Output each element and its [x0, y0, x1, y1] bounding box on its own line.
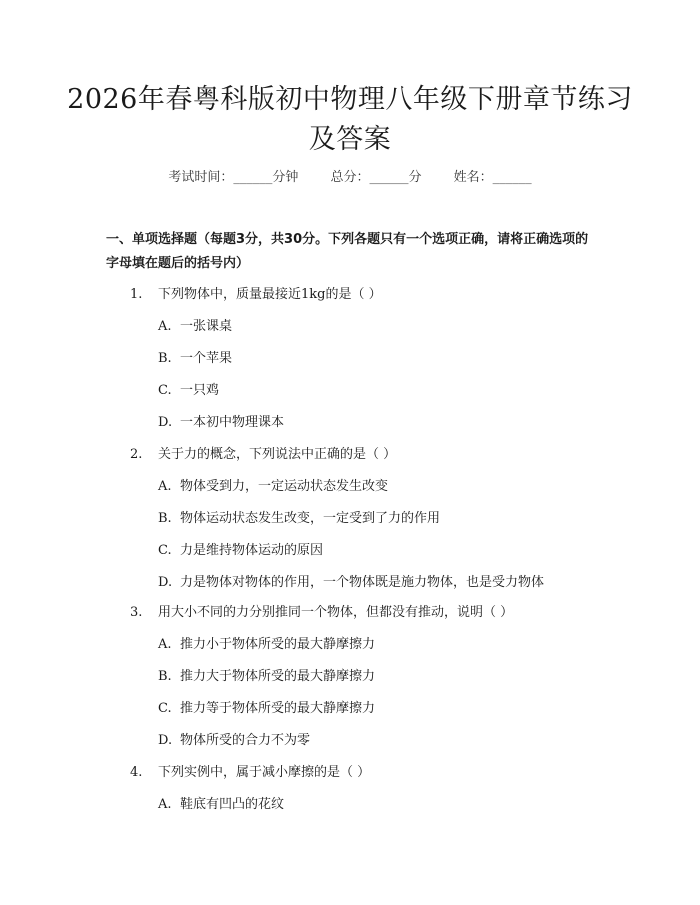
question-number: 1.: [130, 287, 143, 302]
question-2-option-c: [158, 539, 323, 558]
question-4-option-a: [158, 793, 284, 812]
document-title: 2026年春粤科版初中物理八年级下册章节练习及答案: [67, 84, 633, 155]
option-letter: B.: [158, 351, 172, 366]
option-text: 一个苹果: [180, 351, 233, 366]
question-3-option-b: [158, 665, 375, 684]
question-text: 关于力的概念，下列说法中正确的是（ ）: [158, 447, 397, 462]
question-4: [130, 761, 370, 780]
option-text: 鞋底有凹凸的花纹: [180, 797, 285, 812]
option-letter: D.: [158, 415, 173, 430]
option-text: 物体受到力，一定运动状态发生改变: [180, 479, 389, 494]
exam-time-field: 考试时间：______分钟: [168, 170, 299, 185]
name-field: 姓名：______: [453, 170, 532, 185]
question-1-option-c: [158, 379, 219, 398]
option-letter: B.: [158, 669, 172, 684]
option-letter: A.: [158, 479, 172, 494]
option-letter: A.: [158, 637, 172, 652]
option-text: 力是物体对物体的作用，一个物体既是施力物体，也是受力物体: [180, 575, 545, 590]
option-text: 推力等于物体所受的最大静摩擦力: [180, 701, 376, 716]
option-letter: D.: [158, 575, 173, 590]
option-letter: A.: [158, 797, 172, 812]
exam-meta-line: [0, 166, 700, 185]
option-text: 一张课桌: [180, 319, 233, 334]
option-text: 物体运动状态发生改变，一定受到了力的作用: [180, 511, 441, 526]
option-text: 一只鸡: [180, 383, 220, 398]
question-1-option-a: [158, 315, 232, 334]
option-letter: B.: [158, 511, 172, 526]
question-2-option-b: [158, 507, 440, 526]
option-letter: C.: [158, 701, 172, 716]
question-3-option-d: [158, 729, 310, 748]
option-letter: C.: [158, 383, 172, 398]
option-text: 物体所受的合力不为零: [180, 733, 311, 748]
question-text: 用大小不同的力分别推同一个物体，但都没有推动，说明（ ）: [158, 605, 514, 620]
option-text: 力是维持物体运动的原因: [180, 543, 324, 558]
question-3-option-c: [158, 697, 375, 716]
option-letter: A.: [158, 319, 172, 334]
question-3-option-a: [158, 633, 375, 652]
question-number: 2.: [130, 447, 143, 462]
option-letter: D.: [158, 733, 173, 748]
option-text: 推力大于物体所受的最大静摩擦力: [180, 669, 376, 684]
question-1-option-d: [158, 411, 284, 430]
question-2: [130, 443, 396, 462]
total-score-field: 总分：______分: [330, 170, 422, 185]
section-heading: 一、单项选择题（每题3分，共30分。下列各题只有一个选项正确，请将正确选项的字母填在题后的括号内）: [106, 232, 589, 271]
question-3: [130, 601, 513, 620]
question-text: 下列物体中，质量最接近1kg的是（ ）: [158, 287, 382, 302]
option-text: 一本初中物理课本: [180, 415, 285, 430]
question-2-option-d: [158, 571, 544, 590]
question-2-option-a: [158, 475, 388, 494]
question-1: [130, 283, 382, 302]
question-text: 下列实例中，属于减小摩擦的是（ ）: [158, 765, 371, 780]
question-number: 4.: [130, 765, 143, 780]
option-letter: C.: [158, 543, 172, 558]
option-text: 推力小于物体所受的最大静摩擦力: [180, 637, 376, 652]
question-1-option-b: [158, 347, 232, 366]
question-number: 3.: [130, 605, 143, 620]
